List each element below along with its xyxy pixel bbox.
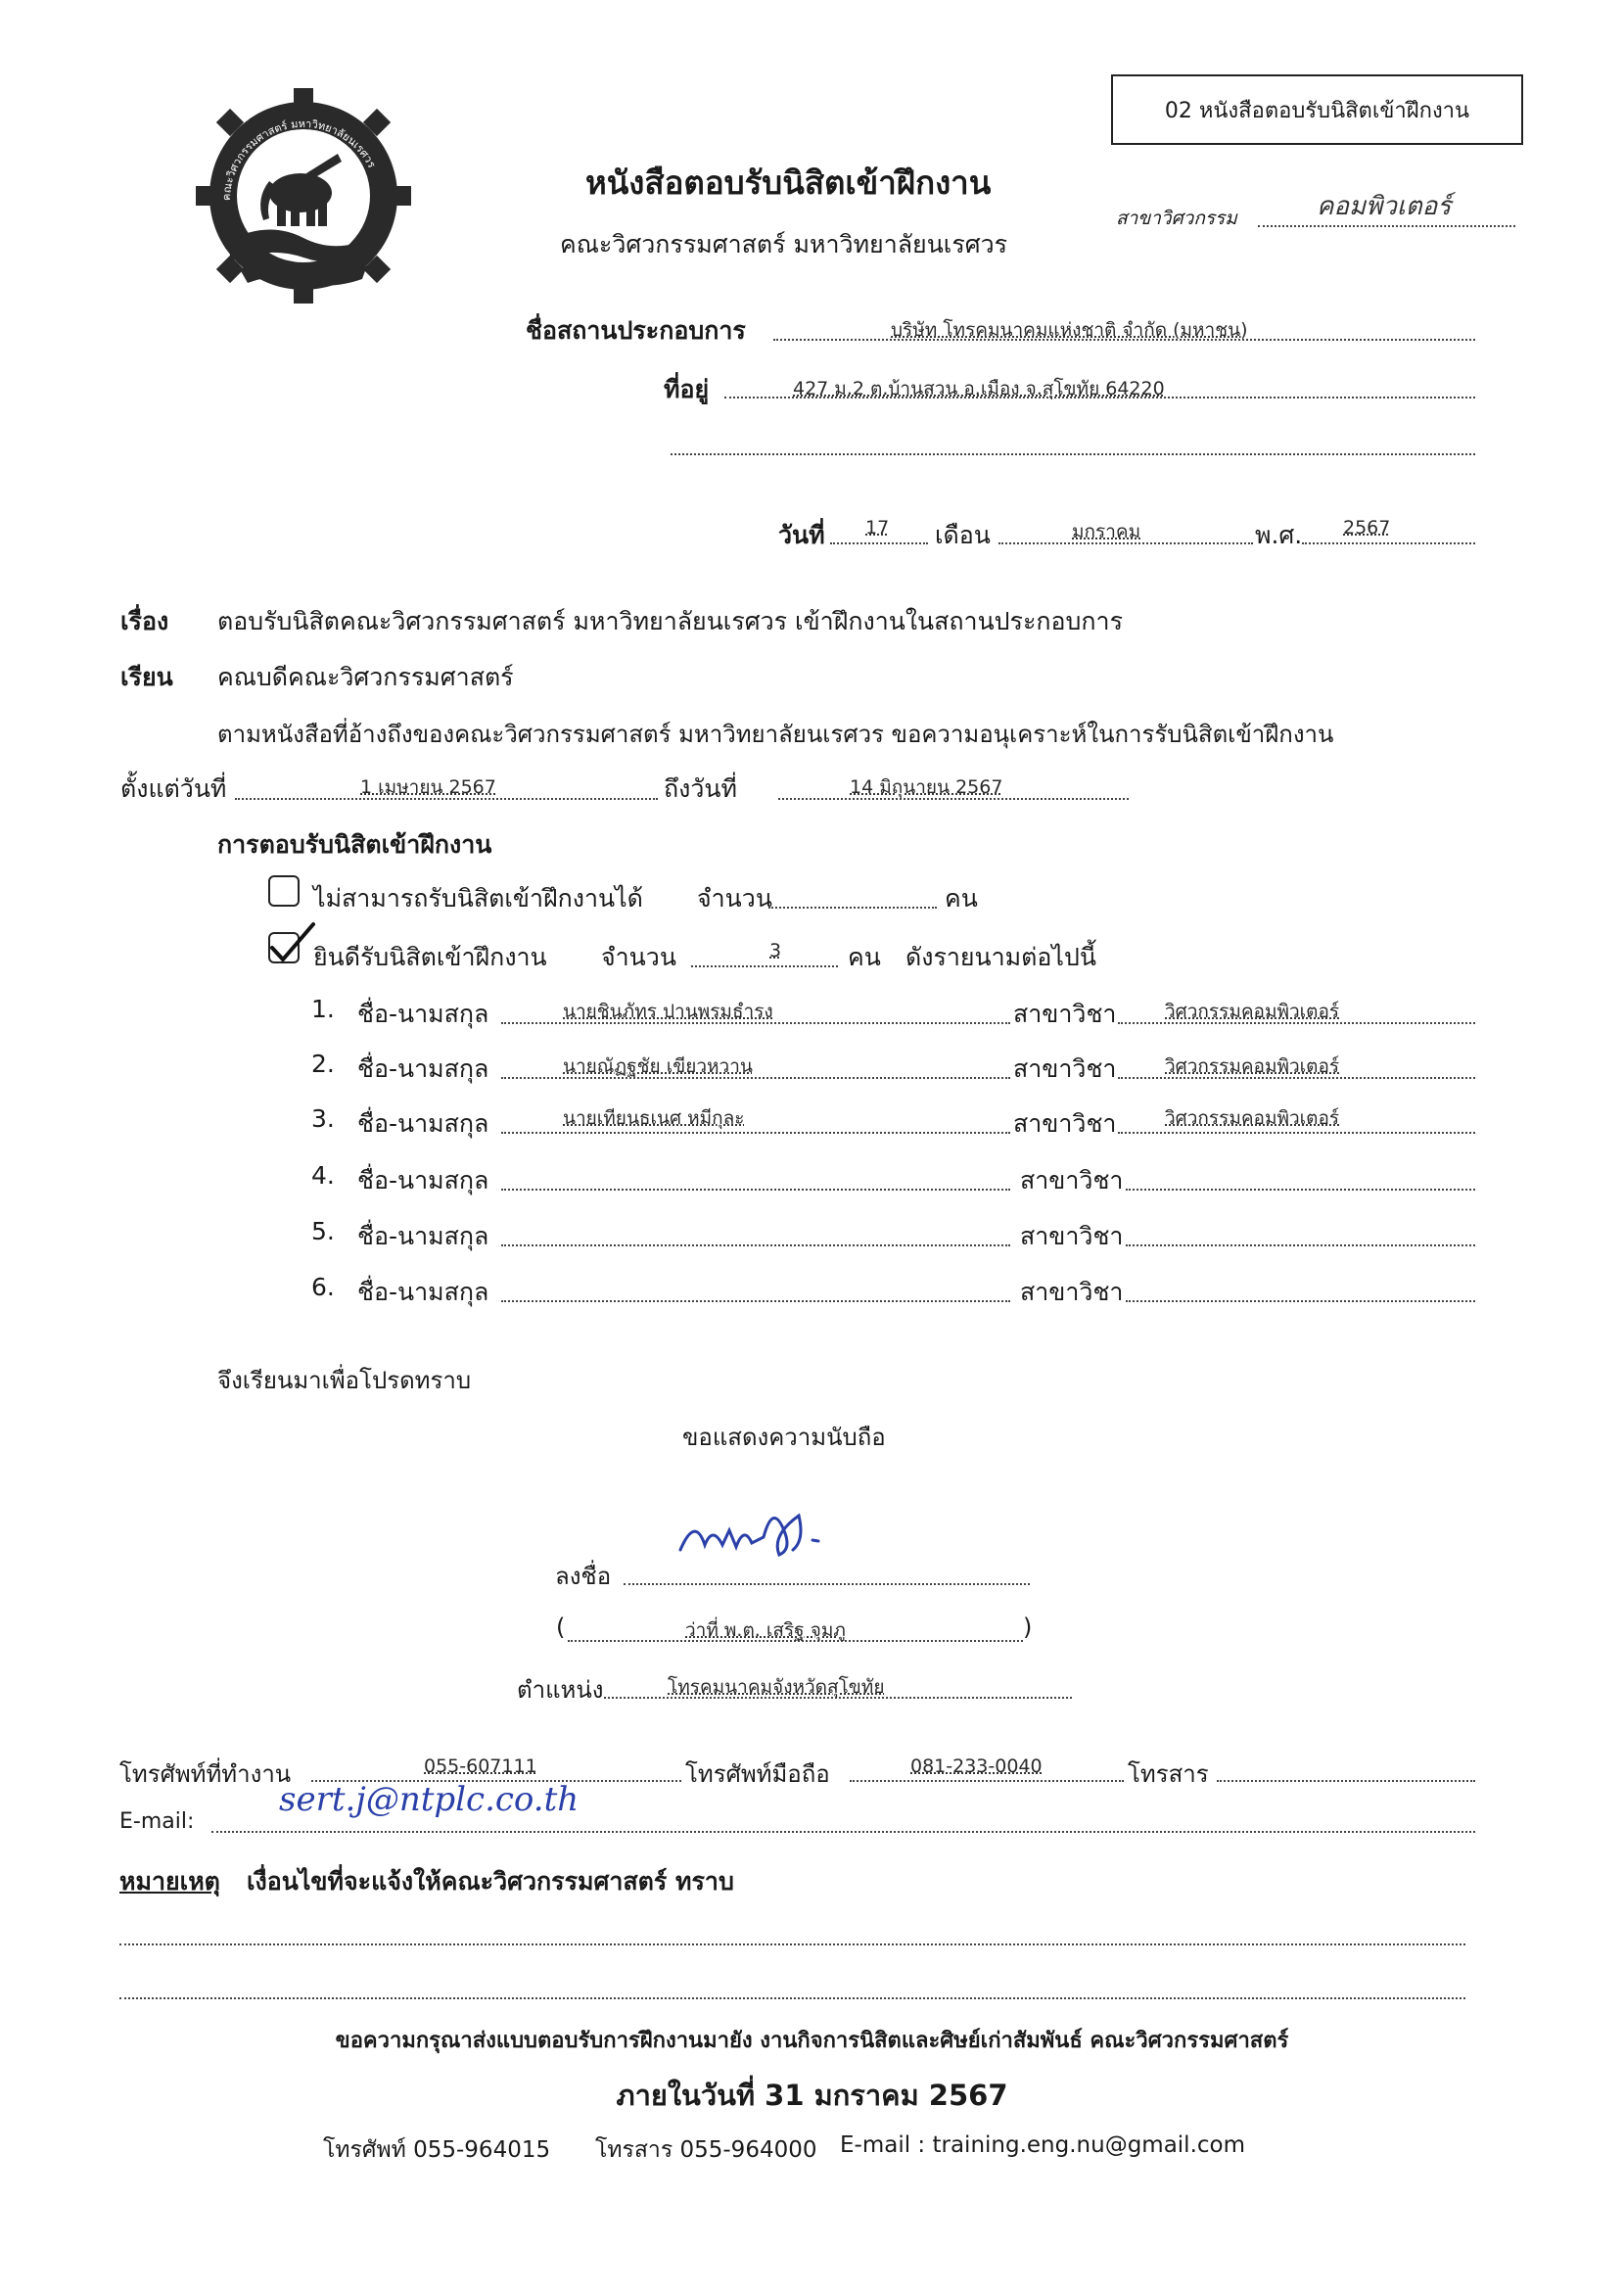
address-line-2 (671, 453, 1475, 455)
decline-option-label: ไม่สามารถรับนิสิตเข้าฝึกงานได้ (313, 884, 643, 913)
decline-count-line (768, 907, 937, 909)
address-value: 427 ม.2 ต.บ้านสวน อ.เมือง จ.สุโขทัย 64220 (793, 378, 1165, 399)
signature (675, 1496, 901, 1574)
accept-count-label: จำนวน (601, 943, 676, 971)
accept-checkbox[interactable] (268, 932, 300, 963)
sign-name-open-paren: ( (556, 1614, 566, 1641)
date-day: 17 (865, 517, 890, 538)
body-paragraph: ตามหนังสือที่อ้างถึงของคณะวิศวกรรมศาสตร์ มหาวิทยาลัยนเรศวร ขอความอนุเคราะห์ในการรับนิสิตเข้าฝึกงาน (217, 721, 1334, 748)
subject-text: ตอบรับนิสิตคณะวิศวกรรมศาสตร์ มหาวิทยาลัยนเรศวร เข้าฝึกงานในสถานประกอบการ (217, 607, 1124, 635)
footer-instruction: ขอความกรุณาส่งแบบตอบรับการฝึกงานมายัง งานกิจการนิสิตและศิษย์เก่าสัมพันธ์ คณะวิศวกรรมศาสตร์ (335, 2029, 1289, 2053)
major-label: สาขาวิชา (1013, 1109, 1117, 1138)
student-row-2 (0, 1047, 1624, 1101)
subject-label: เรื่อง (120, 607, 169, 635)
date-day-label: วันที่ (778, 521, 825, 549)
sign-label: ลงชื่อ (555, 1563, 612, 1590)
student-row-5 (0, 1214, 1624, 1269)
student-row-1 (0, 992, 1624, 1047)
mobile-label: โทรศัพท์มือถือ (685, 1760, 830, 1788)
student-major: วิศวกรรมคอมพิวเตอร์ (1165, 1055, 1340, 1077)
signer-name: ว่าที่ พ.ต. เสริฐ จุมภู (685, 1619, 846, 1641)
student-major: วิศวกรรมคอมพิวเตอร์ (1165, 1107, 1340, 1129)
date-year-line (1302, 542, 1475, 544)
student-name: นายเทียนธเนศ หมีกุละ (563, 1107, 745, 1129)
major-label: สาขาวิชา (1020, 1222, 1124, 1250)
remarks-line-1 (119, 1943, 1465, 1945)
name-label: ชื่อ-นามสกุล (357, 1000, 489, 1028)
checkmark-icon (266, 920, 317, 965)
date-year-label: พ.ศ. (1255, 521, 1303, 549)
response-heading: การตอบรับนิสิตเข้าฝึกงาน (217, 830, 492, 859)
date-year: 2567 (1343, 517, 1391, 538)
decline-unit: คน (945, 884, 978, 913)
date-month-label: เดือน (935, 521, 991, 549)
email-value: sert.j@ntplc.co.th (279, 1780, 580, 1819)
company-name-label: ชื่อสถานประกอบการ (526, 316, 746, 345)
remarks-text: เงื่อนไขที่จะแจ้งให้คณะวิศวกรรมศาสตร์ ทราบ (247, 1867, 734, 1896)
remarks-line-2 (119, 1997, 1465, 1999)
faculty-subtitle: คณะวิศวกรรมศาสตร์ มหาวิทยาลัยนเรศวร (560, 230, 1008, 258)
accept-suffix: ดังรายนามต่อไปนี้ (905, 943, 1096, 971)
name-label: ชื่อ-นามสกุล (357, 1278, 489, 1306)
major-label: สาขาวิศวกรรม (1116, 208, 1237, 229)
office-phone-label: โทรศัพท์ที่ทำงาน (119, 1760, 292, 1788)
to-date-value: 14 มิถุนายน 2567 (850, 776, 1003, 798)
row-number: 6. (311, 1273, 335, 1301)
footer-email[interactable]: E-mail : training.eng.nu@gmail.com (840, 2132, 1245, 2158)
office-phone: 055-607111 (424, 1756, 537, 1777)
sign-line (624, 1583, 1030, 1585)
name-label: ชื่อ-นามสกุล (357, 1054, 489, 1083)
footer-deadline: ภายในวันที่ 31 มกราคม 2567 (616, 2079, 1008, 2112)
student-row-4 (0, 1158, 1624, 1213)
email-line (211, 1831, 1475, 1833)
footer-phone: โทรศัพท์ 055-964015 (323, 2137, 551, 2163)
name-label: ชื่อ-นามสกุล (357, 1222, 489, 1250)
accept-unit: คน (848, 943, 881, 971)
date-month: มกราคม (1072, 521, 1141, 542)
from-date-label: ตั้งแต่วันที่ (120, 774, 227, 803)
major-label: สาขาวิชา (1013, 1000, 1117, 1028)
logo-arc-text: คณะวิศวกรรมศาสตร์ มหาวิทยาลัยนเรศวร (219, 117, 379, 202)
decline-count-label: จำนวน (697, 884, 772, 913)
accept-option-label: ยินดีรับนิสิตเข้าฝึกงาน (313, 943, 547, 971)
name-label: ชื่อ-นามสกุล (357, 1166, 489, 1194)
major-line (1126, 1189, 1475, 1191)
address-label: ที่อยู่ (664, 375, 710, 403)
student-row-3 (0, 1101, 1624, 1156)
footer-fax: โทรสาร 055-964000 (595, 2137, 817, 2163)
major-value: คอมพิวเตอร์ (1317, 192, 1452, 221)
student-major: วิศวกรรมคอมพิวเตอร์ (1165, 1001, 1340, 1022)
sign-name-close-paren: ) (1023, 1614, 1033, 1641)
row-number: 5. (311, 1217, 335, 1245)
student-name: นายณัฏฐชัย เขียวหวาน (563, 1055, 753, 1077)
gear-elephant-logo-icon (191, 83, 416, 308)
name-line (501, 1189, 1010, 1191)
major-label: สาขาวิชา (1020, 1166, 1124, 1194)
fax-line (1217, 1780, 1475, 1782)
row-number: 1. (311, 995, 335, 1023)
row-number: 2. (311, 1050, 335, 1078)
name-line (501, 1300, 1010, 1302)
mobile-line (850, 1780, 1124, 1782)
closing-line-1: จึงเรียนมาเพื่อโปรดทราบ (217, 1367, 472, 1394)
handwritten-signature-icon (675, 1496, 901, 1574)
closing-line-2: ขอแสดงความนับถือ (682, 1424, 886, 1451)
major-label: สาขาวิชา (1013, 1054, 1117, 1083)
to-label: เรียน (120, 663, 173, 691)
position-value: โทรคมนาคมจังหวัดสุโขทัย (668, 1676, 885, 1698)
decline-checkbox[interactable] (268, 875, 300, 907)
accept-count: 3 (769, 940, 782, 961)
fax-label: โทรสาร (1128, 1760, 1209, 1788)
major-line (1126, 1300, 1475, 1302)
name-label: ชื่อ-นามสกุล (357, 1109, 489, 1138)
position-label: ตำแหน่ง (517, 1676, 604, 1704)
accept-count-line (691, 965, 838, 967)
to-date-label: ถึงวันที่ (664, 774, 737, 803)
email-label: E-mail: (119, 1809, 195, 1834)
remarks-label: หมายเหตุ (119, 1867, 220, 1896)
major-label: สาขาวิชา (1020, 1278, 1124, 1306)
student-row-6 (0, 1270, 1624, 1325)
document-code-box (1111, 74, 1523, 145)
document-title: หนังสือตอบรับนิสิตเข้าฝึกงาน (585, 164, 992, 202)
row-number: 3. (311, 1104, 335, 1133)
major-line (1126, 1244, 1475, 1246)
row-number: 4. (311, 1161, 335, 1190)
mobile-number: 081-233-0040 (910, 1756, 1043, 1777)
faculty-logo (191, 83, 416, 308)
date-day-line (830, 542, 928, 544)
name-line (501, 1244, 1010, 1246)
from-date-value: 1 เมษายน 2567 (360, 776, 496, 798)
student-name: นายชินภัทร ปานพรมธำรง (563, 1001, 773, 1022)
company-name-value: บริษัท โทรคมนาคมแห่งชาติ จำกัด (มหาชน) (891, 319, 1248, 341)
document-code: 02 หนังสือตอบรับนิสิตเข้าฝึกงาน (1164, 98, 1470, 123)
to-text: คณบดีคณะวิศวกรรมศาสตร์ (217, 663, 514, 691)
